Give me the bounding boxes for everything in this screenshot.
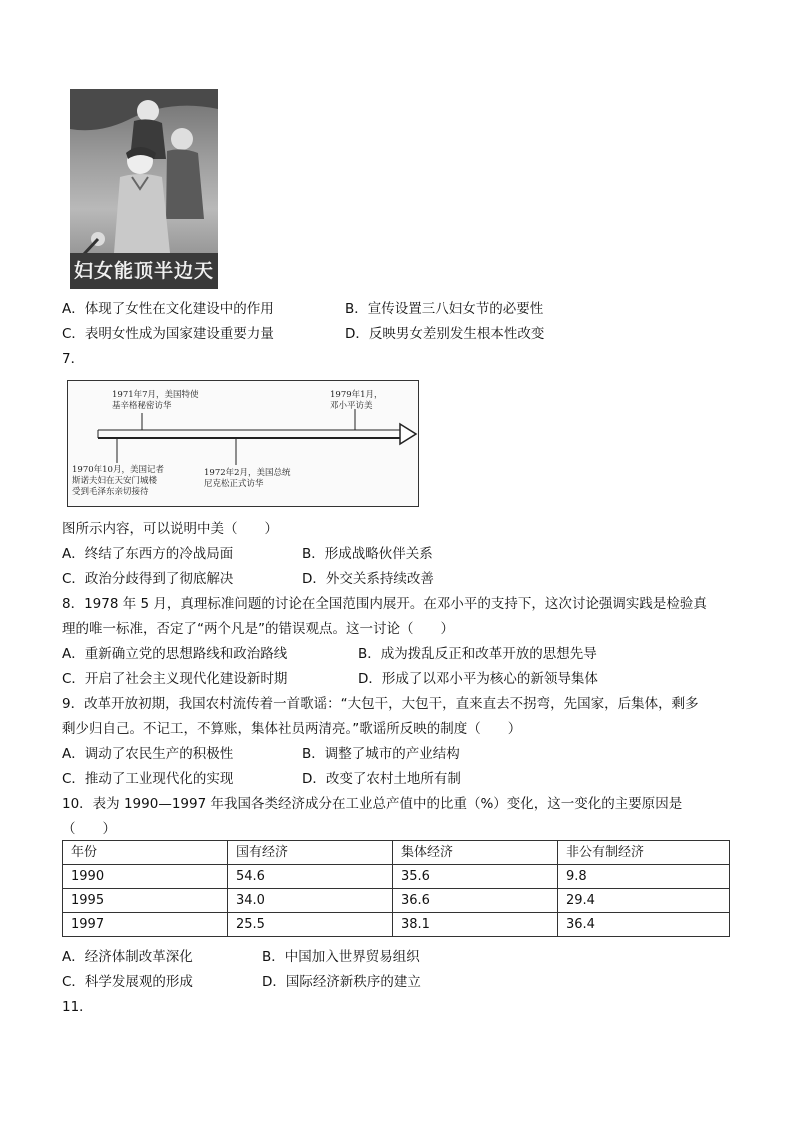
table-cell: 35.6 [393,865,558,889]
q8-stem-line1: 8．1978 年 5 月，真理标准问题的讨论在全国范围内展开。在邓小平的支持下，这次讨论强调实践是检验真 [62,596,707,612]
timeline-label-1970-line3: 受到毛泽东亲切接待 [72,487,149,497]
table-cell: 25.5 [228,913,393,937]
poster-caption: 妇女能顶半边天 [70,253,218,289]
table-header-cell: 国有经济 [228,841,393,865]
economy-share-table [62,840,730,937]
q6-option-a[interactable]: A．体现了女性在文化建设中的作用 [62,301,274,317]
q8-option-c[interactable]: C．开启了社会主义现代化建设新时期 [62,671,288,687]
timeline-label-1972-line1: 1972年2月，美国总统 [204,468,291,478]
table-row [63,913,730,937]
q9-option-d[interactable]: D．改变了农村土地所有制 [302,771,461,787]
q7-option-a[interactable]: A．终结了东西方的冷战局面 [62,546,234,562]
table-row [63,889,730,913]
q8-option-d[interactable]: D．形成了以邓小平为核心的新领导集体 [358,671,598,687]
q6-option-d[interactable]: D．反映男女差别发生根本性改变 [345,326,545,342]
timeline-label-1979-line1: 1979年1月， [330,390,383,400]
timeline-diagram [67,380,419,507]
timeline-label-1972-line2: 尼克松正式访华 [204,479,264,489]
table-cell: 1997 [63,913,228,937]
table-cell: 1995 [63,889,228,913]
poster-image [70,89,218,289]
timeline-label-1979-line2: 邓小平访美 [330,401,373,411]
q9-stem-line2: 剩少归自己。不记工，不算账，集体社员两清亮。”歌谣所反映的制度（ ） [62,721,522,737]
q8-stem-line2: 理的唯一标准，否定了“两个凡是”的错误观点。这一讨论（ ） [62,621,454,637]
q7-option-b[interactable]: B．形成战略伙伴关系 [302,546,433,562]
q6-option-c[interactable]: C．表明女性成为国家建设重要力量 [62,326,274,342]
table-cell: 38.1 [393,913,558,937]
q10-option-b[interactable]: B．中国加入世界贸易组织 [262,949,420,965]
table-header-cell: 集体经济 [393,841,558,865]
timeline-label-1970-line2: 斯诺夫妇在天安门城楼 [72,476,158,486]
q11-number: 11． [62,999,93,1015]
q7-option-c[interactable]: C．政治分歧得到了彻底解决 [62,571,234,587]
table-cell: 9.8 [558,865,730,889]
table-row [63,865,730,889]
table-cell: 54.6 [228,865,393,889]
q10-option-a[interactable]: A．经济体制改革深化 [62,949,193,965]
table-cell: 1990 [63,865,228,889]
table-cell: 36.4 [558,913,730,937]
q7-option-d[interactable]: D．外交关系持续改善 [302,571,434,587]
table-header-cell: 非公有制经济 [558,841,730,865]
q10-option-c[interactable]: C．科学发展观的形成 [62,974,193,990]
q9-option-b[interactable]: B．调整了城市的产业结构 [302,746,460,762]
q9-option-c[interactable]: C．推动了工业现代化的实现 [62,771,234,787]
q7-number: 7． [62,351,85,367]
table-cell: 34.0 [228,889,393,913]
table-header-row [63,841,730,865]
q8-option-b[interactable]: B．成为拨乱反正和改革开放的思想先导 [358,646,597,662]
table-cell: 29.4 [558,889,730,913]
q7-stem: 图所示内容，可以说明中美（ ） [62,521,278,537]
timeline-label-1970-line1: 1970年10月，美国记者 [72,465,164,475]
table-header-cell: 年份 [63,841,228,865]
table-cell: 36.6 [393,889,558,913]
q8-option-a[interactable]: A．重新确立党的思想路线和政治路线 [62,646,288,662]
q10-stem-line1: 10．表为 1990—1997 年我国各类经济成分在工业总产值中的比重（%）变化，这一变化的主要原因是 [62,796,683,812]
q9-stem-line1: 9．改革开放初期，我国农村流传着一首歌谣：“大包干，大包干，直来直去不拐弯，先国家，后集体，剩多 [62,696,699,712]
timeline-label-1971-line1: 1971年7月，美国特使 [112,390,199,400]
q9-option-a[interactable]: A．调动了农民生产的积极性 [62,746,234,762]
q10-stem-line2: （ ） [62,821,116,837]
q10-option-d[interactable]: D．国际经济新秩序的建立 [262,974,421,990]
timeline-label-1971-line2: 基辛格秘密访华 [112,401,172,411]
q6-option-b[interactable]: B．宣传设置三八妇女节的必要性 [345,301,544,317]
